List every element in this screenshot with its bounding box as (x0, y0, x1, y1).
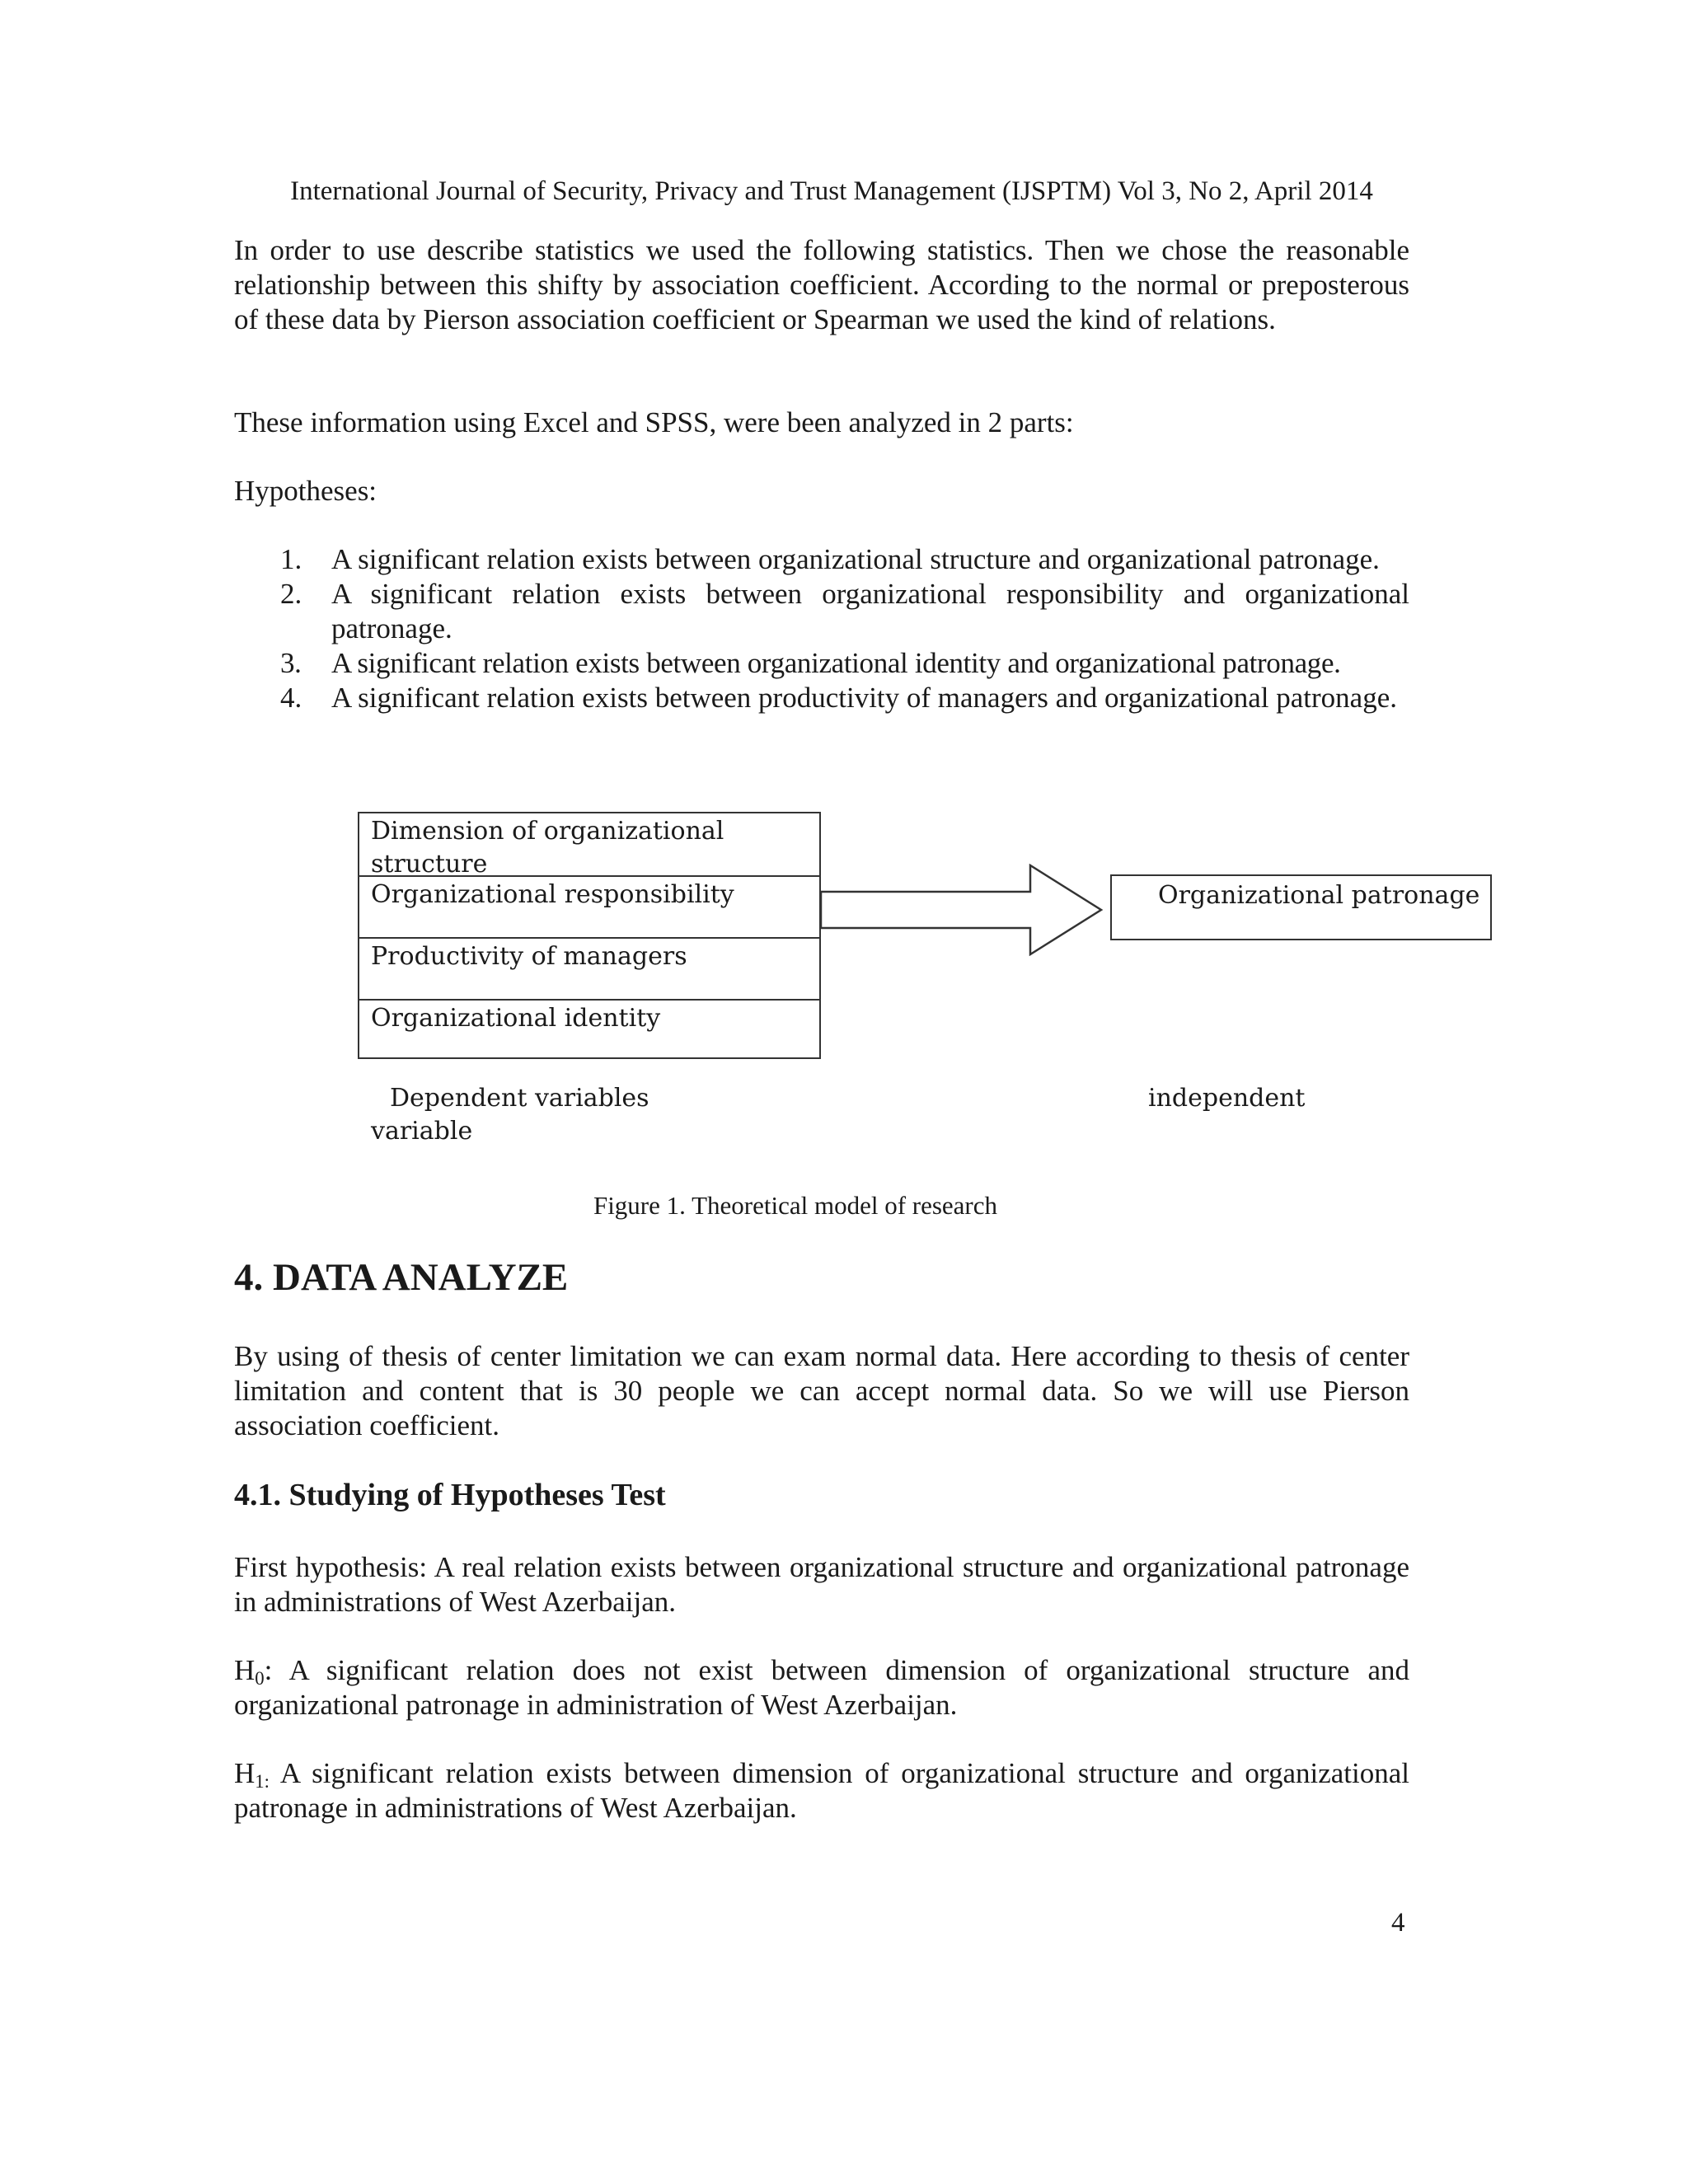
hypotheses-label-text: Hypotheses: (234, 475, 377, 507)
h1-label: H (234, 1757, 256, 1789)
hypothesis-text: A significant relation exists between organizational identity and organizational patronage. (331, 647, 1341, 679)
hypothesis-text: A significant relation exists between organizational structure and organizational patronage. (331, 543, 1380, 575)
variable-box-identity: Organizational identity (359, 999, 819, 1061)
h0-statement: : A significant relation does not exist between dimension of organizational structure and organizational patronage in administration of West Azerbaijan. (234, 1654, 1409, 1721)
hypothesis-item (234, 681, 1409, 715)
first-hypothesis-paragraph (234, 1550, 1409, 1619)
hypotheses-label (234, 474, 1409, 509)
section-heading-data-analyze: 4. DATA ANALYZE (234, 1256, 569, 1299)
h1-statement: A significant relation exists between dimension of organizational structure and organizational patronage in administrations of West Azerbaijan. (234, 1757, 1409, 1824)
data-analyze-paragraph (234, 1339, 1409, 1443)
hypothesis-number: 1. (280, 543, 302, 575)
hypothesis-text: A significant relation exists between productivity of managers and organizational patronage. (331, 682, 1397, 714)
h0-label: H (234, 1654, 256, 1686)
null-hypothesis-paragraph (234, 1653, 1409, 1722)
intro-paragraph-tools (234, 405, 1409, 440)
organizational-patronage-box: Organizational patronage (1110, 874, 1492, 940)
intro-paragraph-text: In order to use describe statistics we used the following statistics. Then we chose the reasonable relationship between this shifty by association coefficient. According to the normal or preposterous of these data by Pierson association coefficient or Spearman we used the kind of relations. (234, 234, 1409, 335)
variable-box-responsibility: Organizational responsibility (359, 875, 819, 937)
intro-paragraph-statistics (234, 233, 1409, 337)
block-arrow-icon (819, 864, 1104, 956)
label-independent: independent (1148, 1084, 1306, 1113)
hypothesis-number: 4. (280, 682, 302, 714)
subsection-heading-hypotheses-test: 4.1. Studying of Hypotheses Test (234, 1478, 666, 1512)
null-hypothesis-text (234, 1653, 1409, 1722)
hypothesis-number: 3. (280, 647, 302, 679)
variable-box-structure: Dimension of organizational structure (371, 817, 724, 879)
hypotheses-list (234, 542, 1409, 715)
h1-subscript: 1: (255, 1771, 270, 1792)
label-dependent-variables: Dependent variables (390, 1084, 649, 1113)
alternative-hypothesis-paragraph (234, 1756, 1409, 1825)
hypothesis-number: 2. (280, 578, 302, 610)
running-header-text: International Journal of Security, Privacy and Trust Management (IJSPTM) Vol 3, No 2, April 2014 (290, 176, 1373, 206)
dependent-variables-box (358, 812, 821, 1059)
hypothesis-item (234, 542, 1409, 577)
first-hypothesis-text: First hypothesis: A real relation exists between organizational structure and organizational patronage in administrations of West Azerbaijan. (234, 1551, 1409, 1618)
alternative-hypothesis-text (234, 1756, 1409, 1825)
hypothesis-item (234, 646, 1409, 681)
figure-caption: Figure 1. Theoretical model of research (593, 1191, 998, 1220)
page-number: 4 (1391, 1908, 1405, 1938)
data-analyze-text: By using of thesis of center limitation we can exam normal data. Here according to thesis of center limitation and content that is 30 people we can accept normal data. So we will use Pierson association coefficient. (234, 1340, 1409, 1441)
h0-subscript: 0 (255, 1668, 265, 1689)
intro-tools-text: These information using Excel and SPSS, were been analyzed in 2 parts: (234, 406, 1074, 438)
variable-box-productivity: Productivity of managers (359, 937, 819, 999)
label-variable: variable (371, 1117, 473, 1146)
running-header (0, 173, 1688, 209)
hypothesis-text: A significant relation exists between organizational responsibility and organizational patronage. (331, 578, 1409, 644)
hypothesis-item (234, 577, 1409, 646)
